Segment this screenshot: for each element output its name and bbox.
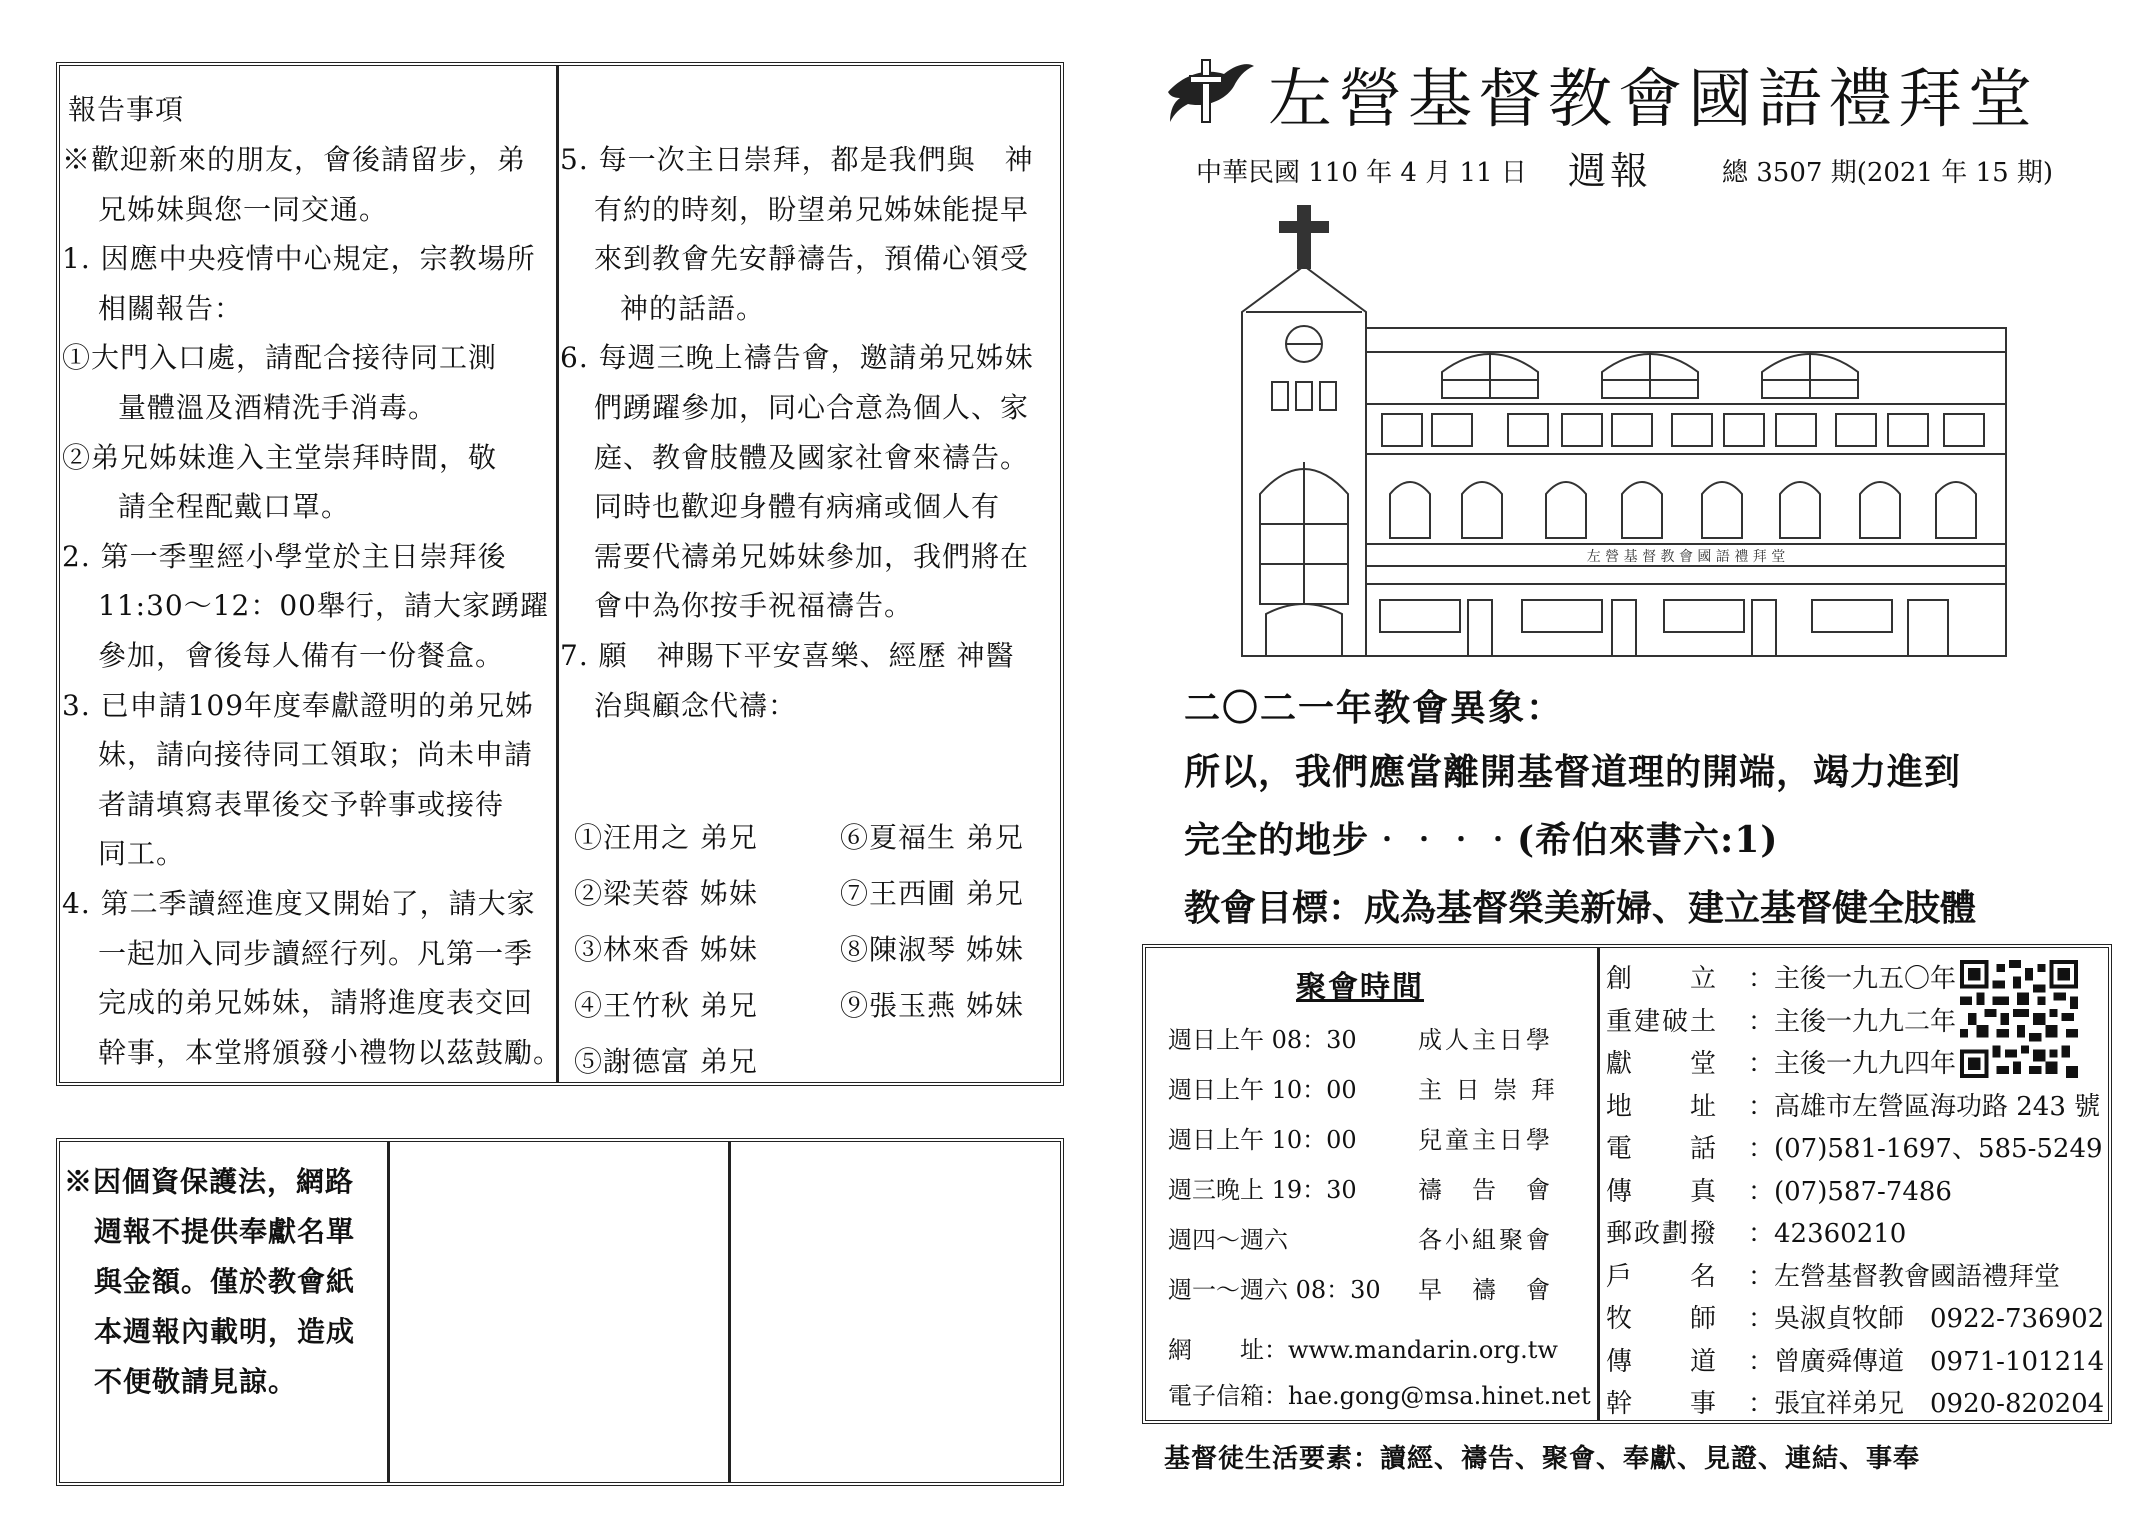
info-value: ：曾廣舜傳道 0971-101214 — [1748, 1346, 2105, 1377]
meeting-times-title: 聚會時間 — [1296, 970, 1424, 1005]
qr-code — [1960, 960, 2078, 1078]
prayer-name: ①汪用之 弟兄 — [574, 821, 758, 854]
announcement-line: 妹，請向接待同工領取；尚未申請 — [98, 738, 534, 772]
privacy-line: 與金額。僅於教會紙 — [94, 1265, 356, 1298]
vision-verse-line-2: 完全的地步‧‧‧‧(希伯來書六:1) — [1184, 819, 1779, 861]
info-label: 傳 道 — [1606, 1346, 1719, 1377]
announcements-box — [56, 62, 1064, 1086]
announcement-line: 一起加入同步讀經行列。凡第一季 — [98, 936, 534, 970]
dove-cross-logo — [1164, 52, 1256, 130]
info-value: ：張宜祥弟兄 0920-820204 — [1748, 1389, 2105, 1419]
info-value: ：左營基督教會國語禮拜堂 — [1748, 1261, 2061, 1292]
announcement-line: 幹事，本堂將頒發小禮物以茲鼓勵。 — [98, 1035, 563, 1069]
meeting-time: 週日上午 10：00 — [1168, 1126, 1357, 1154]
info-value: ：主後一九九四年 — [1748, 1049, 1957, 1079]
info-value: ：主後一九九二年 — [1748, 1006, 1957, 1037]
prayer-name: ⑨張玉燕 姊妹 — [840, 989, 1024, 1022]
privacy-line: 不便敬請見諒。 — [94, 1365, 298, 1398]
announcement-line: 庭、教會肢體及國家社會來禱告。 — [594, 440, 1030, 474]
info-value: ：42360210 — [1748, 1219, 1907, 1249]
info-value: ：吳淑貞牧師 0922-736902 — [1748, 1304, 2105, 1334]
info-label: 地 址 — [1606, 1091, 1719, 1122]
meeting-info-divider — [1597, 948, 1600, 1420]
offering-box — [56, 1138, 1064, 1486]
info-label: 電 話 — [1606, 1134, 1719, 1164]
vision-title: 二〇二一年教會異象： — [1184, 687, 1565, 729]
meeting-time: 週三晚上 19：30 — [1168, 1176, 1357, 1204]
announcement-line: 1. 因應中央疫情中心規定，宗教場所 — [62, 242, 536, 276]
info-label: 重建破土 — [1606, 1006, 1719, 1037]
announcement-line: 兄姊妹與您一同交通。 — [98, 192, 389, 226]
offering-divider-1 — [387, 1142, 390, 1482]
bulletin-issue: 總 3507 期(2021 年 15 期) — [1722, 158, 2054, 188]
prayer-name: ②梁芙蓉 姊妹 — [574, 877, 758, 910]
announcement-line: 者請填寫表單後交予幹事或接待 — [98, 787, 505, 821]
meeting-name: 早 禱 會 — [1418, 1276, 1553, 1304]
vision-verse-line-1: 所以，我們應當離開基督道理的開端，竭力進到 — [1184, 751, 1962, 793]
prayer-name: ④王竹秋 弟兄 — [574, 989, 758, 1022]
announcement-line: 2. 第一季聖經小學堂於主日崇拜後 — [62, 539, 507, 573]
info-label: 傳 真 — [1606, 1176, 1719, 1207]
prayer-name: ③林來香 姊妹 — [574, 933, 758, 966]
announcement-line: ①大門入口處，請配合接待同工測 — [62, 341, 498, 375]
bulletin-date: 中華民國 110 年 4 月 11 日 — [1196, 158, 1527, 188]
website: 網 址：www.mandarin.org.tw — [1168, 1336, 1558, 1364]
announcement-line: 11:30～12：00舉行，請大家踴躍 — [98, 589, 549, 623]
info-label: 獻 堂 — [1606, 1049, 1719, 1079]
info-label: 創 立 — [1606, 964, 1719, 994]
meeting-time: 週日上午 08：30 — [1168, 1026, 1357, 1054]
meeting-name: 禱 告 會 — [1418, 1176, 1553, 1204]
announcement-line: ※歡迎新來的朋友，會後請留步，弟 — [62, 143, 527, 176]
info-label: 郵政劃撥 — [1606, 1219, 1719, 1249]
info-label: 戶 名 — [1606, 1261, 1719, 1292]
privacy-line: ※因個資保護法，網路 — [64, 1165, 355, 1198]
announcement-line: 完成的弟兄姊妹，請將進度表交回 — [98, 986, 534, 1020]
meeting-name: 成人主日學 — [1418, 1026, 1553, 1054]
announcement-line: ②弟兄姊妹進入主堂崇拜時間，敬 — [62, 440, 498, 474]
announcement-line: 6. 每週三晚上禱告會，邀請弟兄姊妹 — [560, 341, 1034, 375]
meeting-time: 週日上午 10：00 — [1168, 1076, 1357, 1104]
announcement-line: 同時也歡迎身體有病痛或個人有 — [594, 490, 1001, 524]
announcement-line: 5. 每一次主日崇拜，都是我們與 神 — [560, 143, 1034, 176]
announcement-line: 神的話語。 — [620, 291, 766, 325]
prayer-name: ⑧陳淑琴 姊妹 — [840, 933, 1024, 966]
announcement-line: 治與顧念代禱： — [594, 688, 798, 722]
info-value: ：主後一九五〇年 — [1748, 964, 1957, 994]
meeting-name: 各小組聚會 — [1418, 1226, 1553, 1254]
announcement-line: 請全程配戴口罩。 — [118, 490, 351, 524]
column-divider — [556, 66, 559, 1082]
church-name: 左營基督教會國語禮拜堂 — [1268, 63, 2038, 137]
privacy-line: 週報不提供奉獻名單 — [94, 1215, 356, 1248]
church-goal: 教會目標：成為基督榮美新婦、建立基督健全肢體 — [1184, 887, 1977, 929]
meeting-name: 兒童主日學 — [1418, 1126, 1553, 1154]
announcement-line: 量體溫及酒精洗手消毒。 — [118, 391, 438, 424]
bulletin-title: 週報 — [1568, 149, 1653, 193]
info-value: ：高雄市左營區海功路 243 號 — [1748, 1091, 2101, 1122]
announcement-line: 有約的時刻，盼望弟兄姊妹能提早 — [594, 192, 1030, 226]
meeting-name: 主 日 崇 拜 — [1418, 1076, 1558, 1104]
announcement-line: 需要代禱弟兄姊妹參加，我們將在 — [594, 539, 1030, 573]
church-building-illustration — [1232, 204, 2012, 664]
info-value: ：(07)581-1697、585-5249 — [1748, 1134, 2103, 1164]
prayer-name: ⑦王西圃 弟兄 — [840, 877, 1024, 910]
email: 電子信箱：hae.gong@msa.hinet.net — [1168, 1382, 1591, 1410]
announcement-line: 7. 願 神賜下平安喜樂、經歷 神醫 — [560, 639, 1015, 672]
announcement-line: 來到教會先安靜禱告，預備心領受 — [594, 242, 1030, 276]
announcements-heading: 報告事項 — [68, 93, 185, 126]
offering-divider-2 — [728, 1142, 731, 1482]
info-label: 牧 師 — [1606, 1304, 1719, 1334]
announcement-line: 3. 已申請109年度奉獻證明的弟兄姊 — [62, 688, 535, 722]
info-value: ：(07)587-7486 — [1748, 1176, 1952, 1207]
privacy-line: 本週報內載明，造成 — [94, 1315, 356, 1348]
meeting-time: 週四～週六 — [1168, 1226, 1288, 1254]
announcement-line: 們踴躍參加，同心合意為個人、家 — [594, 391, 1030, 424]
prayer-name: ⑤謝德富 弟兄 — [574, 1045, 758, 1078]
announcement-line: 同工。 — [98, 837, 186, 871]
prayer-name: ⑥夏福生 弟兄 — [840, 821, 1024, 854]
announcement-line: 4. 第二季讀經進度又開始了，請大家 — [62, 887, 536, 920]
meeting-info-box — [1142, 944, 2112, 1424]
announcement-line: 相關報告： — [98, 291, 244, 325]
announcement-line: 會中為你按手祝福禱告。 — [594, 589, 914, 623]
announcement-line: 參加，會後每人備有一份餐盒。 — [98, 639, 505, 672]
christian-life-footer: 基督徒生活要素：讀經、禱告、聚會、奉獻、見證、連結、事奉 — [1164, 1444, 1921, 1474]
info-label: 幹 事 — [1606, 1389, 1719, 1419]
building-sign: 左 營 基 督 教 會 國 語 禮 拜 堂 — [1586, 549, 1786, 565]
meeting-time: 週一～週六 08：30 — [1168, 1276, 1381, 1304]
